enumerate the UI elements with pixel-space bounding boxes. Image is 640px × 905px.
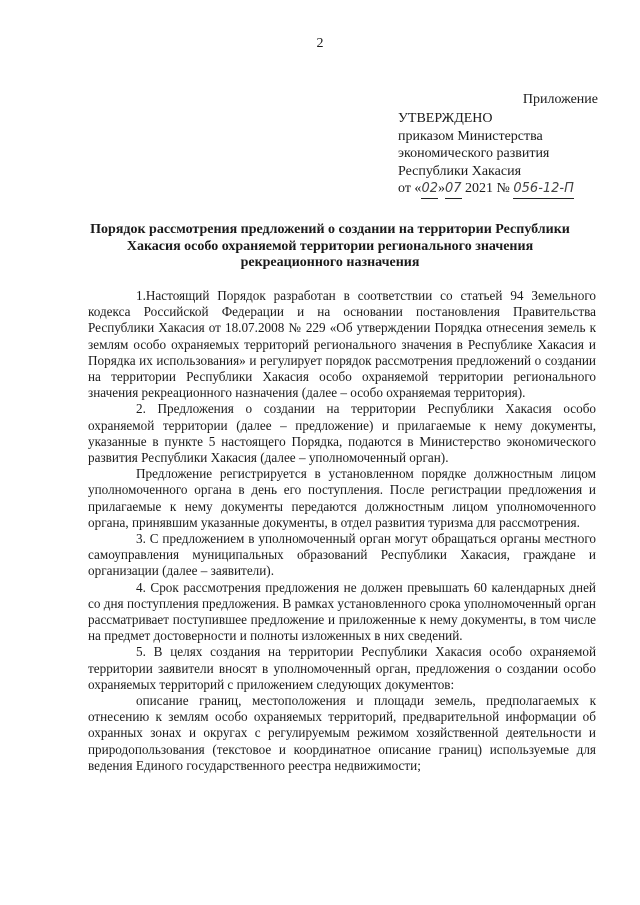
date-mid: »	[437, 181, 445, 196]
date-year: 2021 №	[461, 181, 510, 196]
paragraph-2: 2. Предложения о создании на территории Республики Хакасия особо охраняемой территории (далее – предложение) и прилагаемые к нему документы, указанные в пункте 5 настоящего Порядка, подаются в Министерство экономического развития Республики Хакасия (далее – уполномоченный орган).	[88, 401, 596, 466]
document-body	[88, 288, 596, 774]
paragraph-5: 4. Срок рассмотрения предложения не должен превышать 60 календарных дней со дня поступления предложения. В рамках установленного срока уполномоченный орган рассматривает поступившее предложение и приложенные к нему документы, в том числе на предмет достоверности и полноты изложенных в них сведений.	[88, 579, 596, 644]
document-title: Порядок рассмотрения предложений о создании на территории Республики Хакасия особо охраняемой территории регионального значения рекреационного назначения	[90, 222, 570, 270]
approval-date-line	[398, 180, 574, 199]
approval-title: УТВЕРЖДЕНО	[398, 111, 493, 126]
handwritten-order-number: 056-12-П	[513, 180, 574, 199]
appendix-label: Приложение	[522, 92, 598, 107]
paragraph-1: 1.Настоящий Порядок разработан в соответствии со статьей 94 Земельного кодекса Российской Федерации и на основании постановления Правительства Республики Хакасия от 18.07.2008 № 229 «Об утверждении Порядка отнесения земель к землям особо охраняемых территорий регионального значения в Республике Хакасия и Порядка их использования» и регулирует порядок рассмотрения предложений о создании на территории Республики Хакасия особо охраняемой территории регионального значения рекреационного назначения (далее – особо охраняемая территория).	[88, 288, 596, 401]
approval-line-3: Республики Хакасия	[398, 163, 522, 179]
page-number: 2	[316, 36, 324, 51]
handwritten-day: 02	[421, 180, 438, 199]
approval-block	[398, 110, 574, 199]
paragraph-6: 5. В целях создания на территории Республики Хакасия особо охраняемой территории заявители вносят в уполномоченный орган, предложения о создании особо охраняемых территорий с приложением следующих документов:	[88, 644, 596, 692]
paragraph-7: описание границ, местоположения и площади земель, предполагаемых к отнесению к землям особо охраняемых территорий, предварительной информации об охранных зонах и округах с регулируемым режимом хозяйственной деятельности и природопользования (текстовое и координатное описание границ) используемые для ведения Единого государственного реестра недвижимости;	[88, 693, 596, 773]
handwritten-month: 07	[445, 180, 462, 199]
approval-line-1: приказом Министерства	[398, 128, 543, 144]
paragraph-3: Предложение регистрируется в установленном порядке должностным лицом уполномоченного органа в день его поступления. После регистрации предложения и прилагаемые к нему документы передаются должностным лицом уполномоченного органа, принявшим указанные документы, в отдел развития туризма для рассмотрения.	[88, 466, 596, 530]
paragraph-4: 3. С предложением в уполномоченный орган могут обращаться органы местного самоуправления муниципальных образований Республики Хакасия, граждане и организации (далее – заявители).	[88, 531, 596, 579]
date-prefix: от «	[398, 181, 422, 196]
approval-line-2: экономического развития	[398, 146, 550, 161]
